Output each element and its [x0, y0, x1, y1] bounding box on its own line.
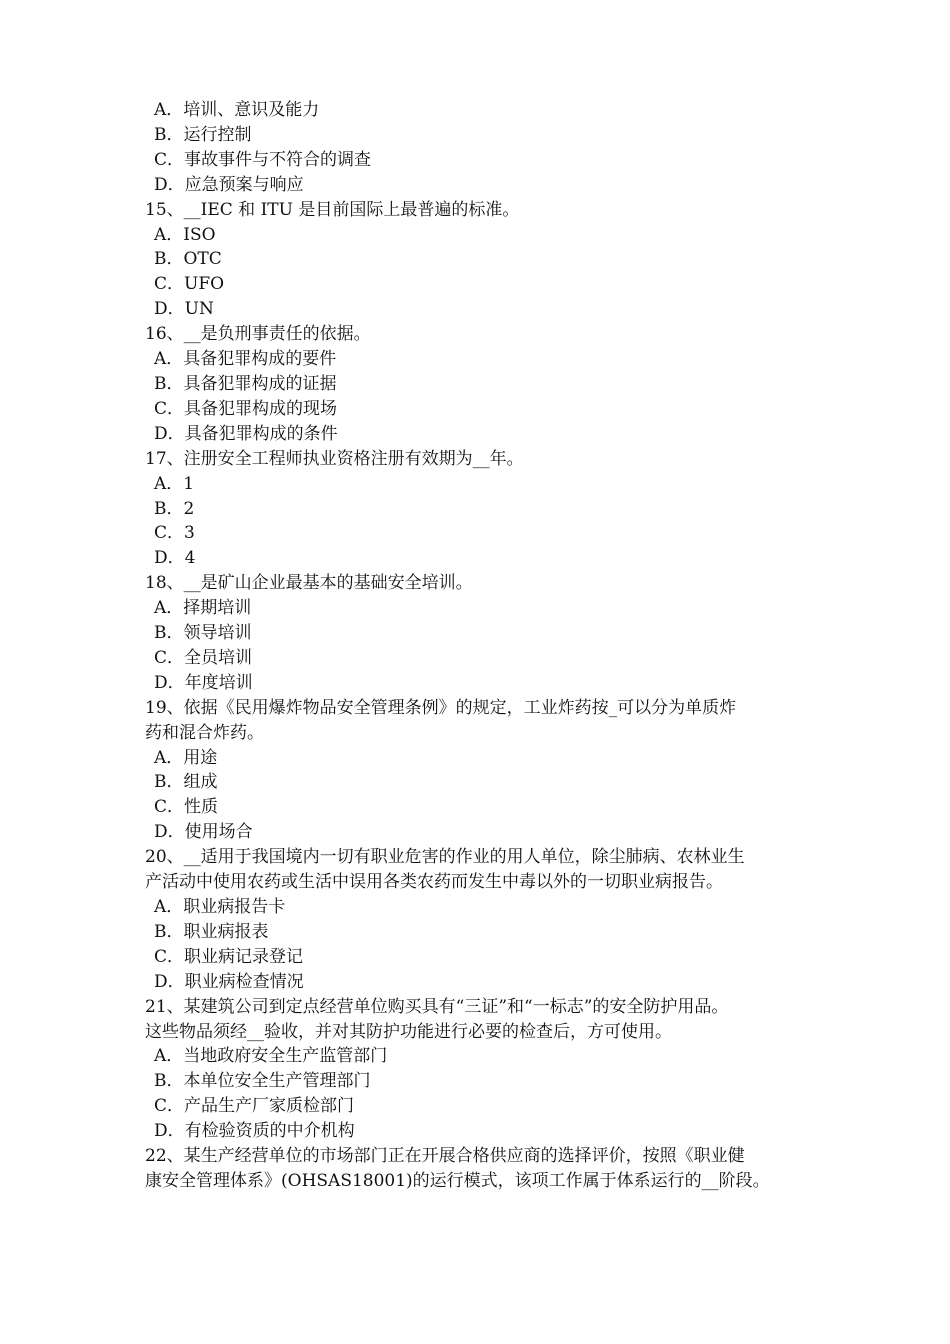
- question-text-line: 康安全管理体系》(OHSAS18001)的运行模式，该项工作属于体系运行的__阶段。: [145, 1170, 770, 1191]
- answer-option: A．当地政府安全生产监管部门: [154, 1046, 388, 1067]
- answer-option: D．有检验资质的中介机构: [154, 1121, 355, 1142]
- answer-option: D．4: [154, 548, 196, 569]
- question-text-line: 17、注册安全工程师执业资格注册有效期为__年。: [145, 448, 524, 469]
- answer-option: B．2: [154, 498, 195, 519]
- answer-option: C．3: [154, 523, 195, 544]
- answer-option: C．职业病记录登记: [154, 946, 304, 967]
- answer-option: D．应急预案与响应: [154, 174, 304, 195]
- answer-option: C．具备犯罪构成的现场: [154, 398, 338, 419]
- answer-option: B．运行控制: [154, 124, 252, 145]
- answer-option: A．择期培训: [154, 598, 252, 619]
- answer-option: B．OTC: [154, 249, 222, 270]
- answer-option: D．年度培训: [154, 672, 253, 693]
- answer-option: A．职业病报告卡: [154, 897, 286, 917]
- answer-option: B．领导培训: [154, 623, 252, 644]
- answer-option: A．1: [154, 473, 195, 494]
- answer-option: C．性质: [154, 797, 219, 818]
- answer-option: A．具备犯罪构成的要件: [154, 349, 337, 370]
- answer-option: D．使用场合: [154, 822, 253, 843]
- answer-option: A．用途: [154, 747, 218, 768]
- question-text-line: 16、__是负刑事责任的依据。: [145, 324, 371, 345]
- answer-option: C．事故事件与不符合的调查: [154, 149, 372, 170]
- answer-option: D．职业病检查情况: [154, 971, 304, 992]
- answer-option: B．本单位安全生产管理部门: [154, 1071, 371, 1092]
- question-text-line: 这些物品须经__验收，并对其防护功能进行必要的检查后，方可使用。: [145, 1021, 672, 1042]
- question-text-line: 18、__是矿山企业最基本的基础安全培训。: [145, 573, 473, 594]
- answer-option: C．UFO: [154, 274, 225, 295]
- answer-option: D．具备犯罪构成的条件: [154, 423, 338, 444]
- answer-option: C．产品生产厂家质检部门: [154, 1096, 355, 1117]
- question-text-line: 20、__适用于我国境内一切有职业危害的作业的用人单位，除尘肺病、农林业生: [145, 847, 745, 868]
- question-text-line: 22、某生产经营单位的市场部门正在开展合格供应商的选择评价，按照《职业健: [145, 1146, 745, 1167]
- question-text-line: 15、__IEC 和 ITU 是目前国际上最普遍的标准。: [145, 199, 520, 220]
- question-text-line: 19、依据《民用爆炸物品安全管理条例》的规定，工业炸药按_可以分为单质炸: [145, 697, 737, 718]
- answer-option: D．UN: [154, 299, 214, 320]
- answer-option: B．具备犯罪构成的证据: [154, 373, 337, 394]
- answer-option: C．全员培训: [154, 647, 253, 668]
- answer-option: B．组成: [154, 772, 218, 793]
- question-list: [145, 98, 810, 1194]
- answer-option: A．培训、意识及能力: [154, 100, 320, 120]
- question-text-line: 21、某建筑公司到定点经营单位购买具有“三证”和“一标志”的安全防护用品。: [145, 996, 729, 1017]
- question-text-line: 药和混合炸药。: [145, 722, 264, 743]
- answer-option: A．ISO: [154, 224, 216, 245]
- answer-option: B．职业病报表: [154, 921, 269, 942]
- question-text-line: 产活动中使用农药或生活中误用各类农药而发生中毒以外的一切职业病报告。: [145, 872, 723, 893]
